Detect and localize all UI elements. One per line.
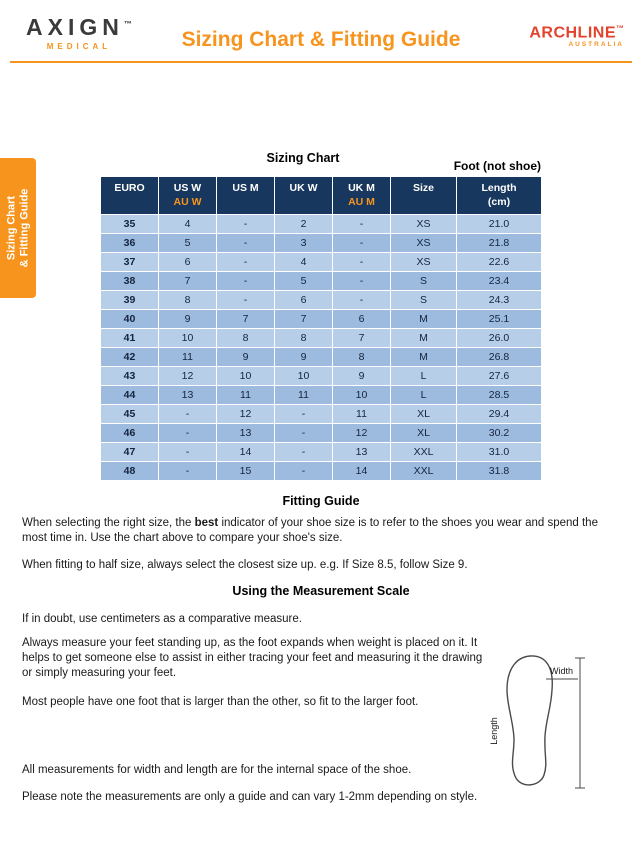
table-row xyxy=(101,291,542,310)
table-cell: M xyxy=(391,348,457,367)
table-cell: 23.4 xyxy=(457,272,542,291)
table-cell: 5 xyxy=(275,272,333,291)
table-cell: 46 xyxy=(101,424,159,443)
table-cell: 28.5 xyxy=(457,386,542,405)
table-cell: 10 xyxy=(275,367,333,386)
table-cell: 6 xyxy=(159,253,217,272)
table-cell: 13 xyxy=(333,443,391,462)
column-header-us-w: US W AU W xyxy=(159,177,217,215)
table-cell: L xyxy=(391,367,457,386)
table-cell: 43 xyxy=(101,367,159,386)
measurement-scale-heading: Using the Measurement Scale xyxy=(232,584,410,598)
table-row xyxy=(101,405,542,424)
table-cell: - xyxy=(159,443,217,462)
width-label: Width xyxy=(550,666,574,676)
table-cell: 3 xyxy=(275,234,333,253)
sidebar-tab-line1: Sizing Chart xyxy=(5,195,18,261)
table-row xyxy=(101,253,542,272)
measurement-paragraph-5: Please note the measurements are only a guide and can vary 1-2mm depending on style. xyxy=(22,791,478,803)
table-cell: 9 xyxy=(217,348,275,367)
table-cell: 15 xyxy=(217,462,275,481)
table-cell: - xyxy=(217,291,275,310)
table-cell: 40 xyxy=(101,310,159,329)
table-cell: XS xyxy=(391,253,457,272)
column-header-us-m: US M xyxy=(217,177,275,215)
table-cell: 12 xyxy=(217,405,275,424)
sizing-table-head-row xyxy=(101,177,542,215)
table-row xyxy=(101,443,542,462)
table-cell: S xyxy=(391,272,457,291)
table-cell: 12 xyxy=(159,367,217,386)
foot-measurement-diagram xyxy=(490,646,590,796)
table-cell: 7 xyxy=(333,329,391,348)
axign-wordmark: AXIGN xyxy=(26,14,124,40)
table-cell: 47 xyxy=(101,443,159,462)
table-cell: 24.3 xyxy=(457,291,542,310)
archline-trademark: ™ xyxy=(616,24,624,33)
table-cell: 7 xyxy=(275,310,333,329)
fitting-guide-paragraph-1 xyxy=(22,516,626,546)
table-cell: 31.0 xyxy=(457,443,542,462)
table-cell: 48 xyxy=(101,462,159,481)
table-cell: 29.4 xyxy=(457,405,542,424)
table-row xyxy=(101,462,542,481)
table-cell: 35 xyxy=(101,215,159,234)
column-header-uk-m: UK M AU M xyxy=(333,177,391,215)
table-cell: 21.8 xyxy=(457,234,542,253)
table-row xyxy=(101,272,542,291)
table-cell: - xyxy=(333,253,391,272)
length-label: Length xyxy=(490,717,499,745)
table-cell: 11 xyxy=(159,348,217,367)
table-cell: 10 xyxy=(333,386,391,405)
table-cell: - xyxy=(159,424,217,443)
table-cell: - xyxy=(275,443,333,462)
axign-medical-label: MEDICAL xyxy=(46,42,112,51)
paragraph-text: When selecting the right size, the xyxy=(22,517,195,529)
table-cell: S xyxy=(391,291,457,310)
table-cell: XS xyxy=(391,234,457,253)
table-cell: XS xyxy=(391,215,457,234)
table-cell: - xyxy=(275,424,333,443)
table-cell: - xyxy=(333,272,391,291)
measurement-paragraph-2: Always measure your feet standing up, as the foot expands when weight is placed on it. It helps to get someone else to assist in either tracing your feet and measuring it the drawing or simply measuring your feet. xyxy=(22,637,483,680)
table-cell: 10 xyxy=(159,329,217,348)
table-cell: - xyxy=(333,215,391,234)
table-cell: 14 xyxy=(217,443,275,462)
table-cell: 7 xyxy=(159,272,217,291)
table-cell: 6 xyxy=(333,310,391,329)
table-cell: XL xyxy=(391,405,457,424)
table-cell: 2 xyxy=(275,215,333,234)
table-cell: - xyxy=(333,234,391,253)
paragraph-bold-word: best xyxy=(194,517,219,529)
table-cell: 5 xyxy=(159,234,217,253)
fitting-guide-paragraph-2: When fitting to half size, always select the closest size up. e.g. If Size 8.5, follow Size 9. xyxy=(22,559,468,571)
table-cell: 10 xyxy=(217,367,275,386)
table-cell: 4 xyxy=(275,253,333,272)
table-cell: 38 xyxy=(101,272,159,291)
table-cell: 8 xyxy=(275,329,333,348)
table-cell: 36 xyxy=(101,234,159,253)
table-cell: 21.0 xyxy=(457,215,542,234)
table-cell: 37 xyxy=(101,253,159,272)
table-cell: 6 xyxy=(275,291,333,310)
table-cell: 8 xyxy=(159,291,217,310)
table-cell: 9 xyxy=(159,310,217,329)
table-cell: 39 xyxy=(101,291,159,310)
column-header-size: Size xyxy=(391,177,457,215)
table-cell: 11 xyxy=(217,386,275,405)
axign-logo xyxy=(26,14,132,51)
table-cell: 4 xyxy=(159,215,217,234)
table-row xyxy=(101,215,542,234)
table-cell: - xyxy=(159,405,217,424)
table-cell: 44 xyxy=(101,386,159,405)
table-row xyxy=(101,329,542,348)
column-header-uk-w: UK W xyxy=(275,177,333,215)
table-cell: 11 xyxy=(333,405,391,424)
table-cell: 11 xyxy=(275,386,333,405)
sizing-table xyxy=(100,176,542,481)
sidebar-tab-sizing-guide xyxy=(0,158,36,298)
table-row xyxy=(101,310,542,329)
archline-wordmark: ARCHLINE xyxy=(529,24,616,42)
table-row xyxy=(101,234,542,253)
table-cell: 26.8 xyxy=(457,348,542,367)
table-cell: 13 xyxy=(159,386,217,405)
table-cell: 14 xyxy=(333,462,391,481)
column-header-euro: EURO xyxy=(101,177,159,215)
header-divider xyxy=(10,61,632,63)
table-cell: 9 xyxy=(275,348,333,367)
table-cell: - xyxy=(217,253,275,272)
table-cell: - xyxy=(217,272,275,291)
table-row xyxy=(101,367,542,386)
table-cell: XL xyxy=(391,424,457,443)
table-cell: 13 xyxy=(217,424,275,443)
table-row xyxy=(101,386,542,405)
table-cell: 45 xyxy=(101,405,159,424)
sizing-chart-heading: Sizing Chart xyxy=(266,151,340,165)
sizing-table-body xyxy=(101,215,542,481)
table-cell: 30.2 xyxy=(457,424,542,443)
table-cell: - xyxy=(275,405,333,424)
axign-trademark: ™ xyxy=(123,19,132,29)
column-header-length: Length (cm) xyxy=(457,177,542,215)
table-cell: M xyxy=(391,329,457,348)
measurement-paragraph-3: Most people have one foot that is larger than the other, so fit to the larger foot. xyxy=(22,696,419,708)
table-cell: - xyxy=(217,234,275,253)
foot-outline xyxy=(507,656,552,785)
table-cell: - xyxy=(159,462,217,481)
table-row xyxy=(101,424,542,443)
table-cell: - xyxy=(217,215,275,234)
table-cell: 26.0 xyxy=(457,329,542,348)
table-cell: 7 xyxy=(217,310,275,329)
table-cell: 27.6 xyxy=(457,367,542,386)
table-cell: 42 xyxy=(101,348,159,367)
paragraph-text: indicator of your shoe size is to refer to the shoes you wear and spend the most time in. Use the chart above to compare your shoe's size. xyxy=(22,517,598,545)
table-row xyxy=(101,348,542,367)
page-title: Sizing Chart & Fitting Guide xyxy=(181,28,461,51)
table-cell: 25.1 xyxy=(457,310,542,329)
table-cell: 8 xyxy=(217,329,275,348)
table-cell: 22.6 xyxy=(457,253,542,272)
archline-logo xyxy=(529,24,624,48)
sidebar-tab-label xyxy=(5,189,31,268)
table-cell: L xyxy=(391,386,457,405)
table-cell: - xyxy=(275,462,333,481)
table-cell: 41 xyxy=(101,329,159,348)
table-cell: M xyxy=(391,310,457,329)
foot-not-shoe-label: Foot (not shoe) xyxy=(453,159,541,173)
archline-australia-label: AUSTRALIA xyxy=(568,41,624,49)
fitting-guide-heading: Fitting Guide xyxy=(282,494,360,508)
table-cell: XXL xyxy=(391,443,457,462)
table-cell: 8 xyxy=(333,348,391,367)
sidebar-tab-line2: & Fitting Guide xyxy=(18,188,31,268)
table-cell: - xyxy=(333,291,391,310)
measurement-paragraph-1: If in doubt, use centimeters as a comparative measure. xyxy=(22,613,302,625)
table-cell: 12 xyxy=(333,424,391,443)
foot-outline-graphic xyxy=(490,646,590,796)
measurement-paragraph-4: All measurements for width and length are for the internal space of the shoe. xyxy=(22,764,412,776)
table-cell: 9 xyxy=(333,367,391,386)
table-cell: XXL xyxy=(391,462,457,481)
table-cell: 31.8 xyxy=(457,462,542,481)
